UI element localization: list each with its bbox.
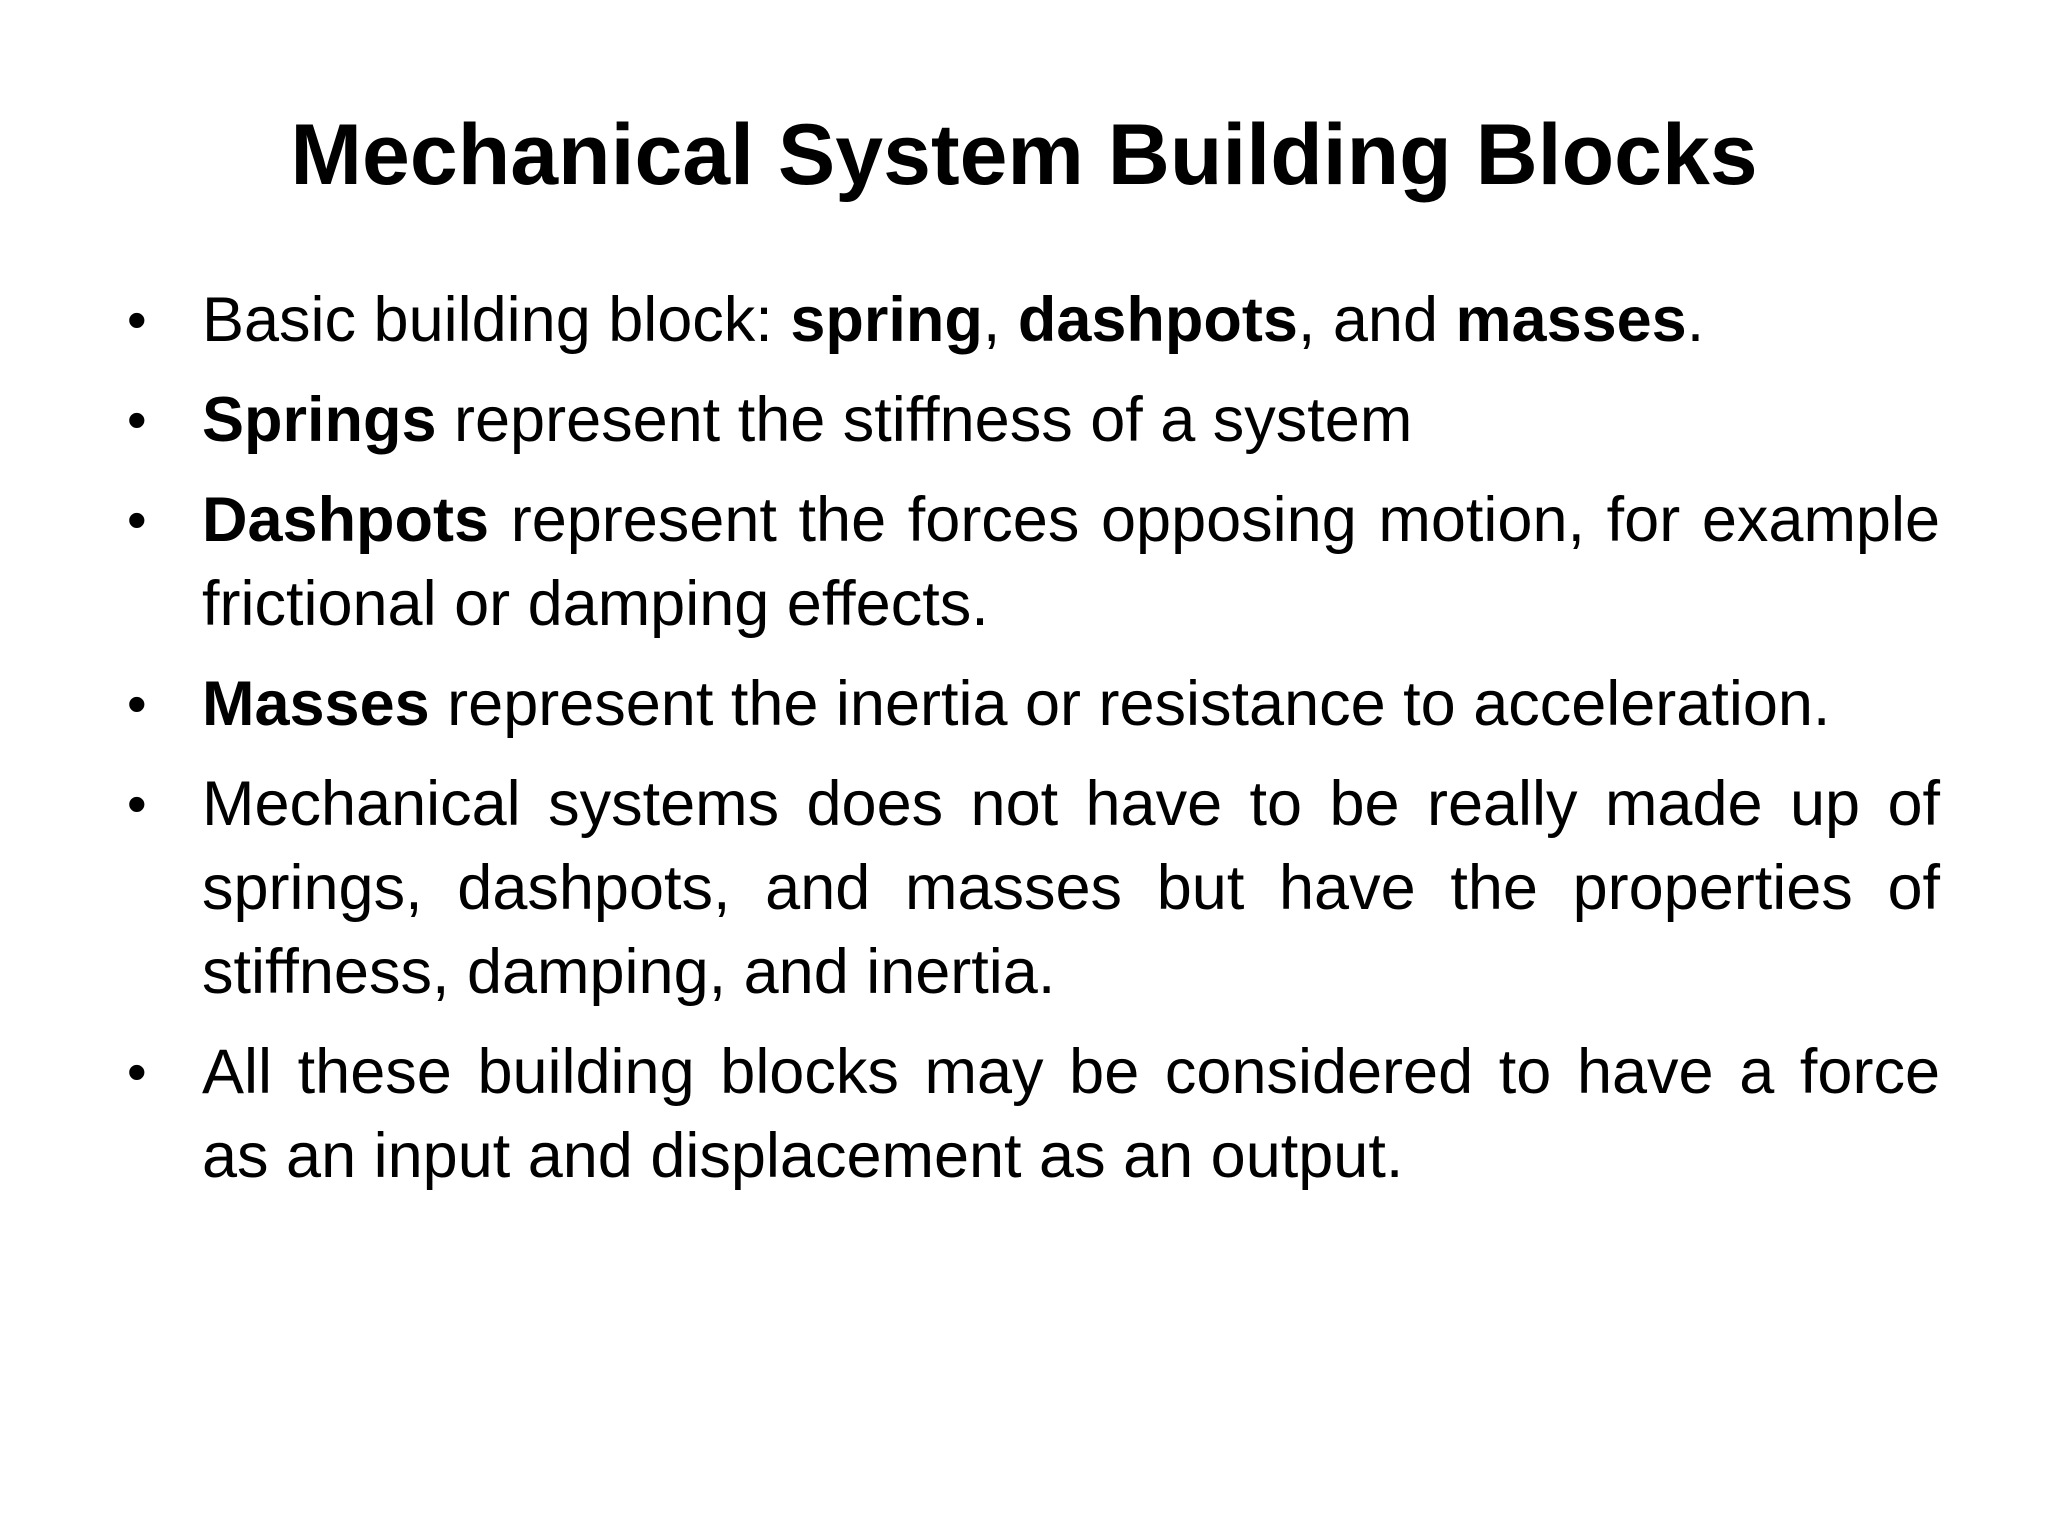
bullet-text: [202, 485, 1940, 639]
bullet-dot-icon: •: [127, 672, 147, 735]
bullet-text-bold: Masses: [202, 669, 430, 739]
bullet-dot-icon: •: [127, 388, 147, 451]
bullet-item: [115, 1030, 1940, 1198]
bullet-text-part: .: [1686, 285, 1705, 355]
bullet-item: [115, 662, 1940, 746]
bullet-text-bold: Springs: [202, 385, 437, 455]
bullet-text-bold: masses: [1455, 285, 1687, 355]
bullet-item: [115, 278, 1940, 362]
slide-title: Mechanical System Building Blocks: [290, 107, 1758, 203]
bullet-item: [115, 478, 1940, 646]
bullet-text: [202, 769, 1940, 1007]
bullet-text: [202, 1037, 1940, 1191]
bullet-dot-icon: •: [127, 1040, 147, 1103]
bullet-text-part: represent the inertia or resistance to acceleration.: [429, 669, 1831, 739]
bullet-text-part: represent the stiffness of a system: [436, 385, 1413, 455]
bullet-text-part: ,: [982, 285, 1018, 355]
bullet-text-part: represent the forces opposing motion, for example frictional or damping effects.: [202, 485, 1940, 639]
bullet-text-part: All these building blocks may be considered to have a force as an input and displacement as an output.: [202, 1037, 1940, 1191]
bullet-dot-icon: •: [127, 488, 147, 551]
bullet-list: [115, 278, 1940, 1214]
bullet-dot-icon: •: [127, 772, 147, 835]
bullet-text-bold: Dashpots: [202, 485, 490, 555]
bullet-text-bold: dashpots: [1017, 285, 1298, 355]
bullet-text-part: , and: [1297, 285, 1456, 355]
bullet-text-bold: spring: [790, 285, 983, 355]
bullet-text: [202, 285, 1704, 355]
bullet-text: [202, 669, 1830, 739]
bullet-text: [202, 385, 1412, 455]
bullet-item: [115, 762, 1940, 1014]
bullet-text-part: Basic building block:: [202, 285, 791, 355]
bullet-text-part: Mechanical systems does not have to be really made up of springs, dashpots, and masses but have the properties of stiffness, damping, and inertia.: [202, 769, 1940, 1007]
bullet-dot-icon: •: [127, 288, 147, 351]
bullet-item: [115, 378, 1940, 462]
